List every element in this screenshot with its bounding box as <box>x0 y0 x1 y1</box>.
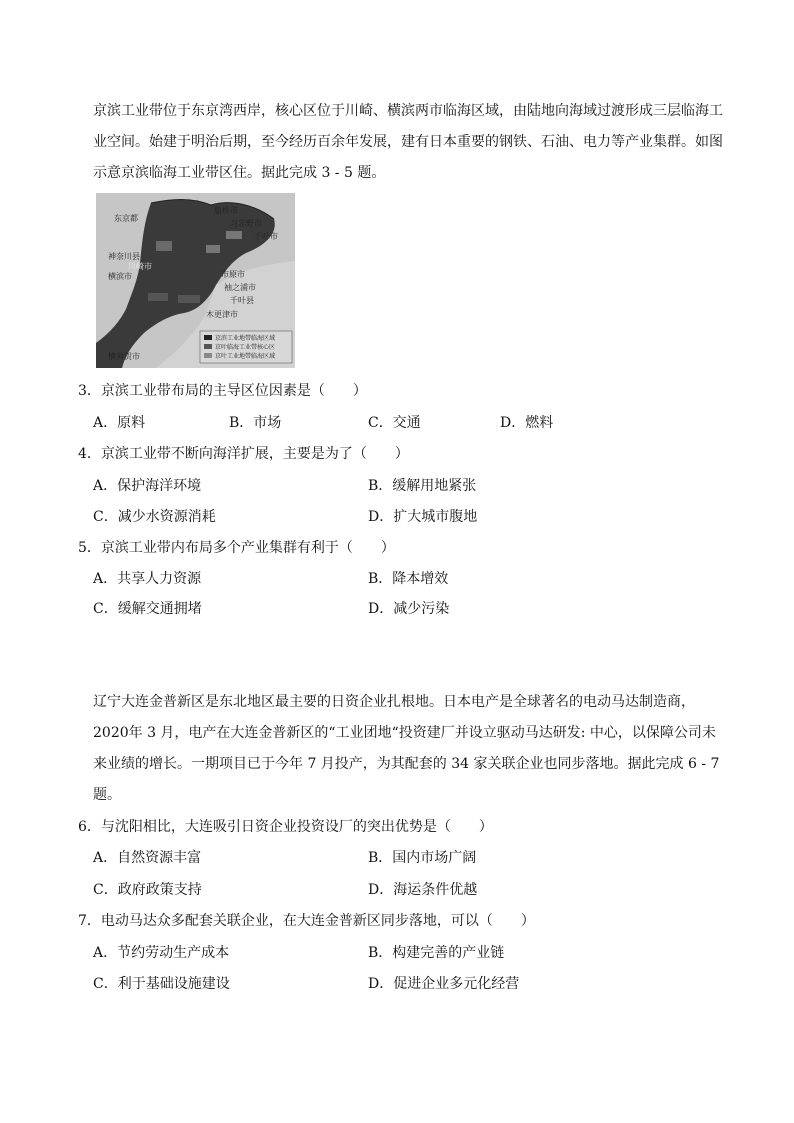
question-4-stem: 4．京滨工业带不断向海洋扩展，主要是为了（ ） <box>78 446 409 462</box>
question-3-option-c[interactable]: C．交通 <box>368 415 421 431</box>
map-svg <box>96 193 295 368</box>
question-4-option-d[interactable]: D．扩大城市腹地 <box>368 509 478 525</box>
question-7-option-d[interactable]: D．促进企业多元化经营 <box>368 976 520 992</box>
question-4-option-c[interactable]: C．减少水资源消耗 <box>93 509 216 525</box>
question-7-option-b[interactable]: B．构建完善的产业链 <box>368 945 505 961</box>
map-label-tokyo: 东京都 <box>114 214 138 223</box>
question-3-option-b[interactable]: B．市场 <box>229 415 282 431</box>
map-label-chiba-city: 千叶市 <box>254 232 278 241</box>
map-label-kisarazu: 木更津市 <box>206 310 238 319</box>
question-5-option-a[interactable]: A．共享人力资源 <box>93 571 202 587</box>
question-3-option-a[interactable]: A．原料 <box>93 415 146 431</box>
map-label-narashino: 习志野市 <box>230 219 262 228</box>
map-label-funabashi: 船桥市 <box>214 206 238 215</box>
question-7-option-c[interactable]: C．利于基础设施建设 <box>93 976 230 992</box>
map-legend-3: 京叶工业地带临海区域 <box>215 353 276 360</box>
map-label-yokosuka: 横须贺市 <box>108 352 140 361</box>
map-label-chiba-pref: 千叶县 <box>230 296 254 305</box>
keihin-map-figure <box>96 193 295 368</box>
question-3-option-d[interactable]: D．燃料 <box>500 415 554 431</box>
question-7-option-a[interactable]: A．节约劳动生产成本 <box>93 945 230 961</box>
question-5-option-b[interactable]: B．降本增效 <box>368 571 449 587</box>
map-legend-1: 京滨工业地带临海区域 <box>215 335 276 342</box>
passage-2: 辽宁大连金普新区是东北地区最主要的日资企业扎根地。日本电产是全球著名的电动马达制造商，2020年 3 月，电产在大连金普新区的“工业团地“投资建厂并设立驱动马达研发: 中心，以保障公司未来业绩的增长。一期项目已于今年 7 月投产，为其配套的 34 家关联企业也同步落地。据此完成 6 - 7 题。 <box>93 694 720 803</box>
map-label-yokohama: 横滨市 <box>108 272 132 281</box>
question-4-option-b[interactable]: B．缓解用地紧张 <box>368 478 477 494</box>
question-6-option-c[interactable]: C．政府政策支持 <box>93 882 202 898</box>
question-7-stem: 7．电动马达众多配套关联企业，在大连金普新区同步落地，可以（ ） <box>78 913 535 929</box>
map-label-kawasaki: 川崎市 <box>128 262 152 271</box>
question-6-option-a[interactable]: A．自然资源丰富 <box>93 850 202 866</box>
passage-1: 京滨工业带位于东京湾西岸，核心区位于川崎、横滨两市临海区域，由陆地向海域过渡形成三层临海工业空间。始建于明治后期，至今经历百余年发展，建有日本重要的钢铁、石油、电力等产业集群。如图示意京滨临海工业带区住。据此完成 3 - 5 题。 <box>93 103 723 181</box>
question-6-option-d[interactable]: D．海运条件优越 <box>368 882 478 898</box>
question-6-stem: 6．与沈阳相比，大连吸引日资企业投资设厂的突出优势是（ ） <box>78 819 493 835</box>
question-5-option-d[interactable]: D．减少污染 <box>368 601 450 617</box>
question-6-option-b[interactable]: B．国内市场广阔 <box>368 850 477 866</box>
question-5-option-c[interactable]: C．缓解交通拥堵 <box>93 601 202 617</box>
question-4-option-a[interactable]: A．保护海洋环境 <box>93 478 202 494</box>
question-3-stem: 3．京滨工业带布局的主导区位因素是（ ） <box>78 383 367 399</box>
map-label-ichihara: 市原市 <box>221 270 245 279</box>
map-label-sodegaura: 袖之浦市 <box>224 283 256 292</box>
map-legend-2: 京叶临海工业带核心区 <box>215 344 276 351</box>
question-5-stem: 5．京滨工业带内布局多个产业集群有利于（ ） <box>78 540 395 556</box>
map-label-kanagawa: 神奈川县 <box>108 252 140 261</box>
